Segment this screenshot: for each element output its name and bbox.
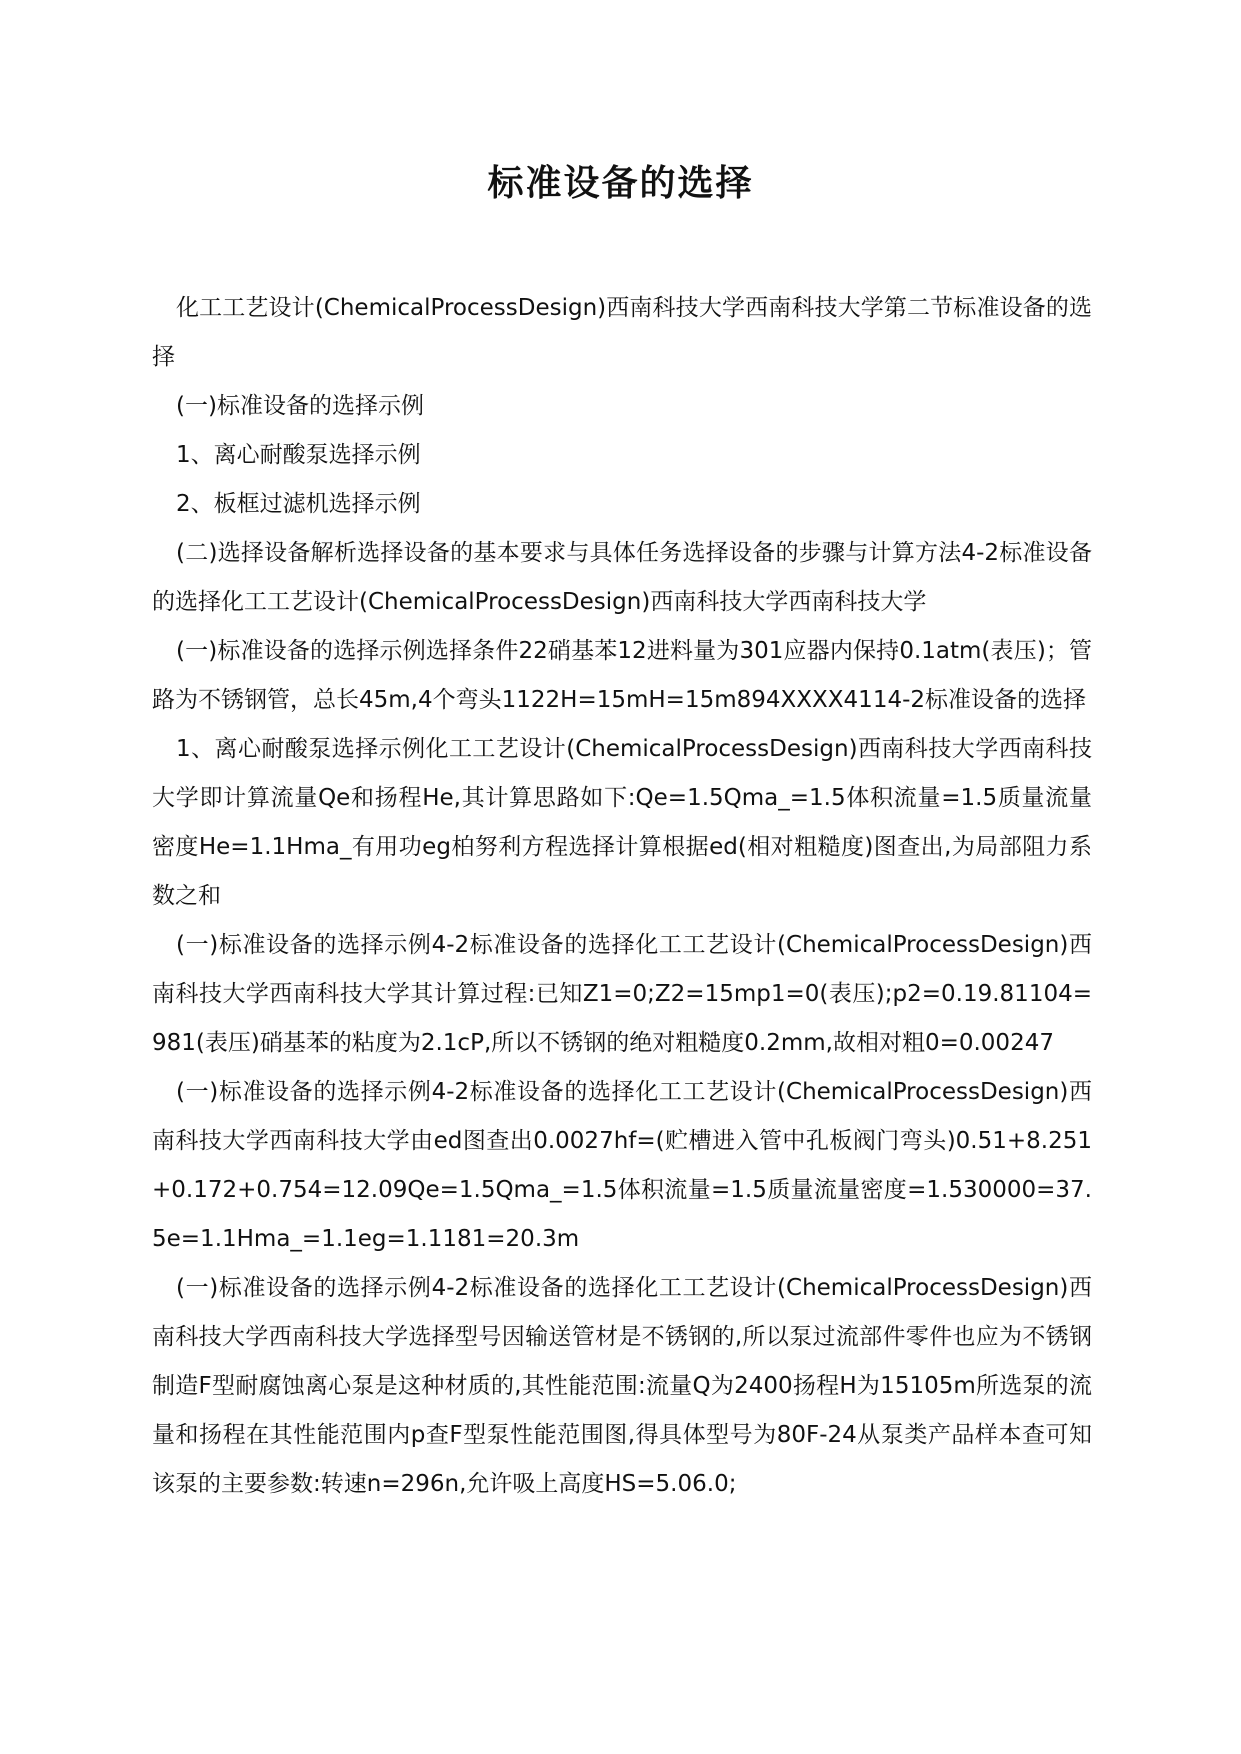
- paragraph: (一)标准设备的选择示例4-2标准设备的选择化工工艺设计(ChemicalProcessDesign)西南科技大学西南科技大学由ed图查出0.0027hf=(贮槽进入管中孔板阀门弯头)0.51+8.251+0.172+0.754=12.09Qe=1.5Qma_=1.5体积流量=1.5质量流量密度=1.530000=37.5e=1.1Hma_=1.1eg=1.1181=20.3m: [152, 1079, 1092, 1252]
- document-body: [152, 284, 1092, 1509]
- paragraph: 1、离心耐酸泵选择示例: [176, 442, 421, 468]
- paragraph: 化工工艺设计(ChemicalProcessDesign)西南科技大学西南科技大学第二节标准设备的选择: [152, 295, 1092, 370]
- paragraph: (一)标准设备的选择示例4-2标准设备的选择化工工艺设计(ChemicalProcessDesign)西南科技大学西南科技大学选择型号因输送管材是不锈钢的,所以泵过流部件零件也应为不锈钢制造F型耐腐蚀离心泵是这种材质的,其性能范围:流量Q为2400扬程H为15105m所选泵的流量和扬程在其性能范围内p查F型泵性能范围图,得具体型号为80F-24从泵类产品样本查可知该泵的主要参数:转速n=296n,允许吸上高度HS=5.06.0;: [152, 1275, 1092, 1497]
- paragraph: 2、板框过滤机选择示例: [176, 491, 421, 517]
- paragraph: (一)标准设备的选择示例选择条件22硝基苯12进料量为301应器内保持0.1atm(表压)；管路为不锈钢管，总长45m,4个弯头1122H=15mH=15m894XXXX4114-2标准设备的选择: [152, 638, 1092, 713]
- document-title: 标准设备的选择: [487, 163, 754, 204]
- paragraph: 1、离心耐酸泵选择示例化工工艺设计(ChemicalProcessDesign)西南科技大学西南科技大学即计算流量Qe和扬程He,其计算思路如下:Qe=1.5Qma_=1.5体积流量=1.5质量流量密度He=1.1Hma_有用功eg柏努利方程选择计算根据ed(相对粗糙度)图查出,为局部阻力系数之和: [152, 736, 1092, 909]
- paragraph: (一)标准设备的选择示例: [176, 393, 424, 419]
- paragraph: (一)标准设备的选择示例4-2标准设备的选择化工工艺设计(ChemicalProcessDesign)西南科技大学西南科技大学其计算过程:已知Z1=0;Z2=15mp1=0(表压);p2=0.19.81104=981(表压)硝基苯的粘度为2.1cP,所以不锈钢的绝对粗糙度0.2mm,故相对粗0=0.00247: [152, 932, 1092, 1056]
- paragraph: (二)选择设备解析选择设备的基本要求与具体任务选择设备的步骤与计算方法4-2标准设备的选择化工工艺设计(ChemicalProcessDesign)西南科技大学西南科技大学: [152, 540, 1092, 615]
